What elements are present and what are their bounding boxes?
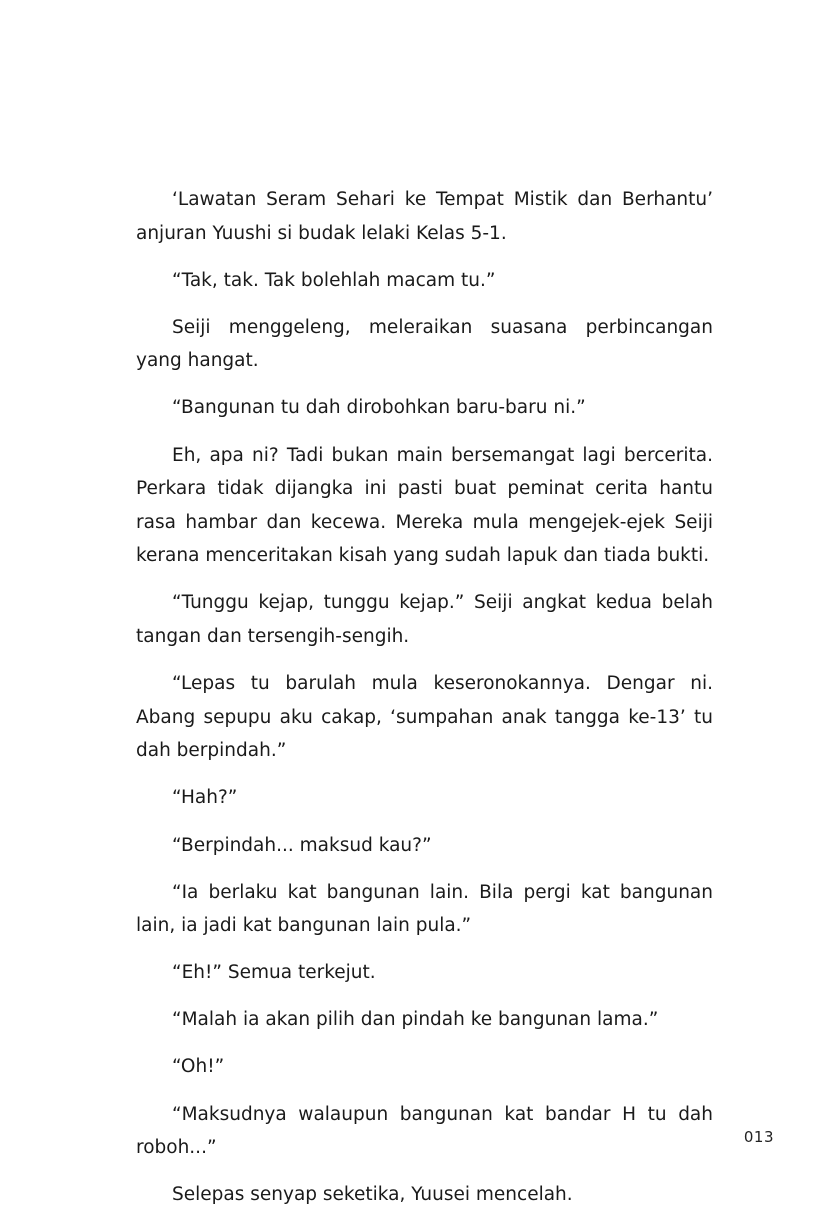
paragraph-11: “Eh!” Semua terkejut. — [172, 962, 376, 984]
paragraph-2: “Tak, tak. Tak bolehlah macam tu.” — [172, 269, 496, 291]
paragraph-6: “Tunggu kejap, tunggu kejap.” Seiji angkat kedua belah tangan dan tersengih-sengih. — [136, 592, 713, 648]
paragraph-14: “Maksudnya walaupun bangunan kat bandar H tu dah roboh...” — [136, 1103, 713, 1159]
paragraph-3: Seiji menggeleng, meleraikan suasana perbincangan yang hangat. — [136, 316, 713, 372]
page-body — [136, 183, 713, 1225]
paragraph-8: “Hah?” — [172, 787, 238, 809]
paragraph-15: Selepas senyap seketika, Yuusei mencelah. — [172, 1184, 573, 1206]
page-number: 013 — [743, 1128, 774, 1146]
paragraph-13: “Oh!” — [172, 1056, 225, 1078]
paragraph-9: “Berpindah... maksud kau?” — [172, 834, 432, 856]
paragraph-4: “Bangunan tu dah dirobohkan baru-baru ni.” — [172, 397, 586, 419]
paragraph-1: ‘Lawatan Seram Sehari ke Tempat Mistik dan Berhantu’ anjuran Yuushi si budak lelaki Kelas 5-1. — [136, 189, 713, 244]
paragraph-12: “Malah ia akan pilih dan pindah ke bangunan lama.” — [172, 1009, 659, 1031]
paragraph-7: “Lepas tu barulah mula keseronokannya. Dengar ni. Abang sepupu aku cakap, ‘sumpahan anak tangga ke-13’ tu dah berpindah.” — [136, 673, 713, 762]
paragraph-10: “Ia berlaku kat bangunan lain. Bila pergi kat bangunan lain, ia jadi kat bangunan lain pula.” — [136, 881, 713, 937]
paragraph-5: Eh, apa ni? Tadi bukan main bersemangat lagi bercerita. Perkara tidak dijangka ini pasti buat peminat cerita hantu rasa hambar dan kecewa. Mereka mula mengejek-ejek Seiji kerana menceritakan kisah yang sudah lapuk dan tiada bukti. — [136, 444, 713, 567]
